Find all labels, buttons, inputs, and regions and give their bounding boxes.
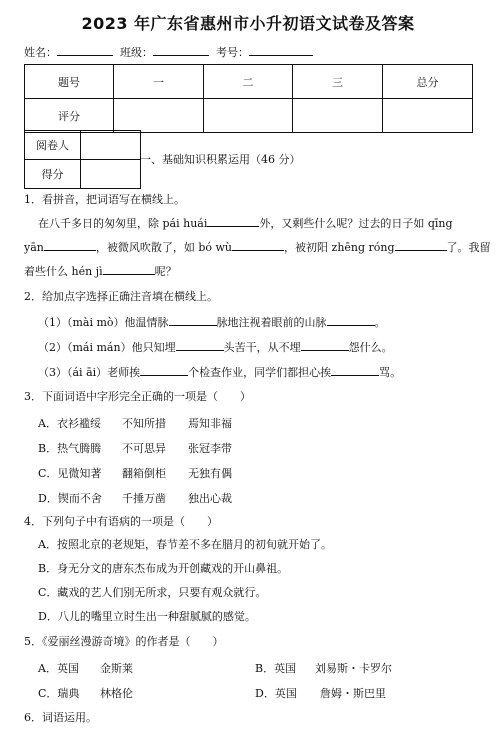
answer-blank[interactable] [395,240,447,251]
q2-text: （2）（mái mán）他只知埋 [38,341,176,354]
q2-text: 个检查作业，同学们都担心挨 [188,366,332,379]
score-table-score-row [25,99,473,133]
q3-option-text: 千捶万凿 [122,492,166,505]
q2-text: 脉地注视着眼前的山脉 [216,316,327,329]
q5-option-author: 刘易斯・卡罗尔 [315,662,392,675]
q1-line-2 [24,240,491,255]
answer-blank[interactable] [207,216,259,227]
exam-no-label: 考号： [216,46,249,59]
q1-line-1 [38,216,453,231]
q2-text: 骂。 [379,366,402,379]
answer-blank[interactable] [331,365,379,376]
reviewer-box [24,130,140,184]
score-cell[interactable] [383,99,473,133]
q4-option-a[interactable]: A．按照北京的老规矩，春节差不多在腊月的初旬就开始了。 [38,538,332,551]
q1-text: yān [24,241,44,254]
q1-text: ，被初阳 zhēng róng [284,241,395,254]
q3-option-text: 翻箱倒柜 [122,467,166,480]
q5-option-country: D．英国 [255,687,297,700]
class-label: 班级： [120,46,153,59]
q4-stem: 4．下列句子中有语病的一项是（ ） [24,515,218,528]
page-title: 2023 年广东省惠州市小升初语文试卷及答案 [81,14,415,33]
score-header-cell: 三 [293,65,383,99]
score-header-cell: 二 [204,65,293,99]
q1-stem: 1．看拼音，把词语写在横线上。 [24,193,185,206]
q2-item-1 [38,315,386,330]
reviewer-cell[interactable] [81,131,141,160]
answer-blank[interactable] [327,315,375,326]
exam-no-field[interactable] [249,45,313,56]
q2-stem: 2．给加点字选择正确注音填在横线上。 [24,290,218,303]
score-header-cell: 题号 [25,65,114,99]
score-cell[interactable] [293,99,383,133]
q3-option-text: 独出心裁 [188,492,232,505]
q3-option-text: 张冠李带 [188,442,232,455]
q3-option-text: 不知所措 [122,417,166,430]
score-table [24,64,473,133]
answer-blank[interactable] [44,240,96,251]
q4-option-d[interactable]: D．八儿的嘴里立时生出一种甜腻腻的感觉。 [38,610,256,623]
q5-stem: 5．《爱丽丝漫游奇境》的作者是（ ） [24,635,224,648]
class-field[interactable] [153,45,209,56]
section-score-cell[interactable] [81,160,141,189]
q1-text: ，被微风吹散了，如 bó wù [95,241,233,254]
answer-blank[interactable] [169,315,217,326]
q5-option-author: 金斯莱 [100,662,133,675]
q5-option-country: C．瑞典 [38,687,80,700]
score-table-header-row [25,65,473,99]
q5-option-author: 林格伦 [100,687,133,700]
q3-option-text: C．见微知著 [38,467,102,480]
score-row-label: 评分 [25,99,114,133]
student-info-row [24,44,313,60]
q1-text: 呢？ [154,265,177,278]
q2-text: （1）（mài mò）他温情脉 [38,316,169,329]
q3-option-text: 焉知非福 [188,417,232,430]
q6-stem: 6．词语运用。 [24,711,97,724]
answer-blank[interactable] [301,340,349,351]
reviewer-label: 阅卷人 [25,131,81,160]
q5-option-country: B．英国 [255,662,297,675]
answer-blank[interactable] [103,264,155,275]
q1-text: 在八千多日的匆匆里，除 pái huái [38,217,208,230]
q1-text: 着些什么 hén jì [24,265,103,278]
score-header-cell: 一 [114,65,204,99]
name-label: 姓名： [24,46,57,59]
answer-blank[interactable] [140,365,188,376]
answer-blank[interactable] [232,240,284,251]
q2-item-3 [38,365,401,380]
section-title: 一、基础知识积累运用（46 分） [140,153,301,166]
answer-blank[interactable] [176,340,224,351]
q1-text: 外，又剩些什么呢？过去的日子如 qīng [259,217,453,230]
q3-option-text: 不可思异 [122,442,166,455]
score-cell[interactable] [114,99,204,133]
q4-option-b[interactable]: B．身无分文的唐东杰布成为开创藏戏的开山鼻祖。 [38,562,289,575]
section-score-label: 得分 [25,160,81,189]
q2-item-2 [38,340,393,355]
q5-option-country: A．英国 [38,662,79,675]
score-cell[interactable] [204,99,293,133]
q2-text: 。 [374,316,386,329]
q3-option-text: A．衣衫褴绥 [38,417,101,430]
q3-option-text: B．热气腾腾 [38,442,102,455]
q3-stem: 3．下面词语中字形完全正确的一项是（ ） [24,390,251,403]
q1-line-3 [24,264,177,279]
q3-option-text: D．锲而不舍 [38,492,102,505]
q3-option-text: 无独有偶 [188,467,232,480]
score-header-cell: 总分 [383,65,473,99]
q2-text: （3）（ái āi）老师挨 [38,366,141,379]
q5-option-author: 詹姆・斯巴里 [320,687,386,700]
q4-option-c[interactable]: C．藏戏的艺人们别无所求，只要有观众就行。 [38,586,267,599]
q2-text: 头苦干，从不埋 [223,341,301,354]
q1-text: 了。我留 [446,241,491,254]
name-field[interactable] [57,45,113,56]
q2-text: 怨什么。 [348,341,393,354]
